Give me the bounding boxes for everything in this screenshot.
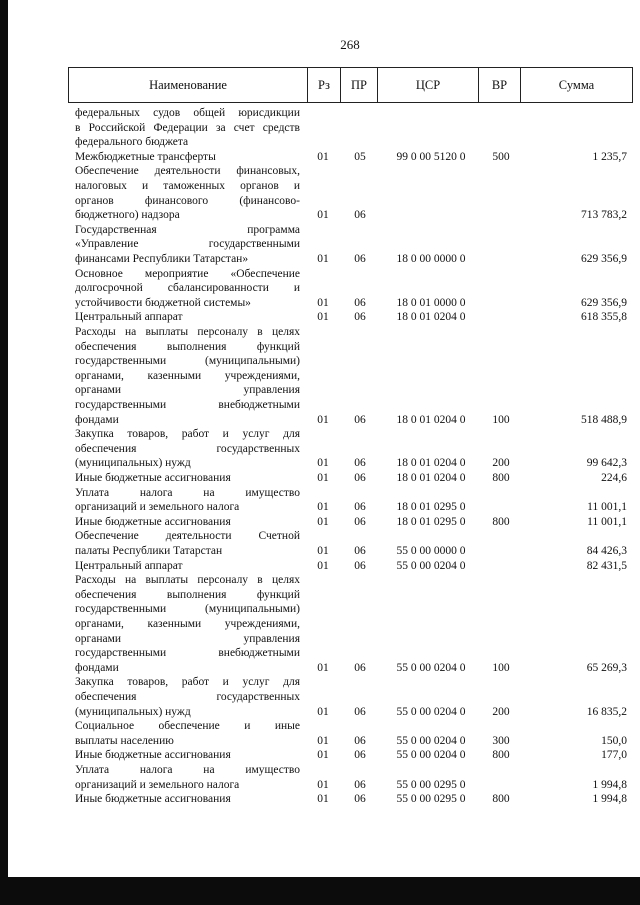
table-row (0, 164, 640, 222)
row-sum: 84 426,3 (586, 544, 627, 557)
row-name-line: органов финансового (финансово- (75, 194, 300, 207)
row-sum: 150,0 (601, 734, 627, 747)
row-rz: 01 (317, 705, 329, 718)
row-name-line: организаций и земельного налога (75, 501, 240, 514)
table-row (0, 675, 640, 719)
table-row (0, 573, 640, 675)
row-vr: 800 (492, 515, 510, 528)
row-csr: 55 0 00 0204 0 (396, 661, 466, 674)
table-row (0, 150, 640, 165)
row-name-line: Иные бюджетные ассигнования (75, 515, 231, 528)
row-pr: 06 (354, 501, 366, 514)
row-name-line: Иные бюджетные ассигнования (75, 749, 231, 762)
row-sum: 629 356,9 (581, 296, 627, 309)
row-name (75, 106, 300, 150)
row-sum: 618 355,8 (581, 311, 627, 324)
row-name-line: палаты Республики Татарстан (75, 544, 223, 557)
row-name-line: «Управление государственными (75, 238, 300, 251)
row-name-line: бюджетного) надзора (75, 209, 180, 222)
row-csr: 99 0 00 5120 0 (396, 150, 466, 163)
row-name-line: выплаты населению (75, 734, 174, 747)
row-name-line: Уплата налога на имущество (75, 486, 300, 499)
row-name-line: Государственная программа (75, 223, 300, 236)
table-row (0, 310, 640, 325)
row-vr: 800 (492, 472, 510, 484)
row-name-line: долгосрочной сбалансированности и (75, 282, 300, 295)
row-pr: 06 (354, 457, 366, 470)
row-name-line: Расходы на выплаты персоналу в целях (75, 574, 300, 587)
row-name-line: Уплата налога на имущество (75, 764, 300, 776)
row-name-line: Основное мероприятие «Обеспечение (75, 267, 300, 280)
row-sum: 713 783,2 (581, 209, 627, 222)
row-name-line: государственными (муниципальными) (75, 355, 300, 368)
row-rz: 01 (317, 501, 329, 514)
row-name-line: Расходы на выплаты персоналу в целях (75, 326, 300, 338)
row-csr: 55 0 00 0204 0 (396, 749, 466, 762)
row-vr: 200 (492, 457, 510, 470)
row-pr: 06 (354, 544, 366, 557)
column-header-vr: ВР (478, 68, 520, 102)
row-pr: 06 (354, 749, 366, 762)
row-sum: 518 488,9 (581, 413, 627, 426)
table-header (68, 67, 633, 103)
row-name-line: фондами (75, 661, 119, 674)
row-pr: 06 (354, 311, 366, 324)
row-pr: 06 (354, 209, 366, 222)
row-name-line: Социальное обеспечение и иные (75, 720, 300, 733)
row-sum: 1 994,8 (592, 778, 627, 791)
row-pr: 06 (354, 793, 366, 806)
table-row (0, 325, 640, 427)
row-pr: 06 (354, 661, 366, 674)
row-name-line: фондами (75, 413, 119, 426)
row-sum: 16 835,2 (586, 705, 627, 718)
row-name-line: Центральный аппарат (75, 559, 183, 572)
table-row (0, 515, 640, 530)
row-name-line: федерального бюджета (75, 136, 189, 149)
row-name (75, 150, 300, 165)
row-rz: 01 (317, 472, 329, 484)
row-rz: 01 (317, 457, 329, 470)
row-sum: 11 001,1 (587, 515, 627, 528)
row-name (75, 748, 300, 763)
row-vr: 300 (492, 734, 510, 747)
column-header-pr: ПР (340, 68, 377, 102)
row-name-line: органами, казенными учреждениями, (75, 617, 300, 630)
row-name-line: государственными внебюджетными (75, 647, 300, 660)
row-name-line: в Российской Федерации за счет средств (75, 121, 300, 134)
row-vr: 800 (492, 749, 510, 762)
row-csr: 18 0 01 0204 0 (396, 311, 466, 324)
row-pr: 06 (354, 559, 366, 572)
row-name (75, 427, 300, 471)
row-csr: 18 0 01 0000 0 (396, 296, 466, 309)
row-csr: 18 0 01 0295 0 (396, 515, 466, 528)
row-pr: 06 (354, 734, 366, 747)
row-name-line: Межбюджетные трансферты (75, 150, 216, 163)
scan-edge-bottom (0, 877, 640, 905)
row-rz: 01 (317, 253, 329, 265)
row-name (75, 792, 300, 807)
row-name-line: Обеспечение деятельности финансовых, (75, 165, 300, 178)
table-row (0, 471, 640, 486)
row-name (75, 559, 300, 574)
row-name-line: Закупка товаров, работ и услуг для (75, 676, 300, 689)
row-name (75, 719, 300, 748)
row-sum: 1 994,8 (592, 793, 627, 806)
row-name (75, 573, 300, 675)
table-row (0, 486, 640, 515)
row-csr: 18 0 01 0204 0 (396, 413, 466, 426)
row-csr: 55 0 00 0295 0 (396, 778, 466, 791)
row-rz: 01 (317, 544, 329, 557)
row-csr: 55 0 00 0204 0 (396, 734, 466, 747)
row-sum: 1 235,7 (592, 150, 627, 163)
row-name-line: органами управления (75, 632, 300, 645)
table-row (0, 106, 640, 150)
row-csr: 18 0 01 0295 0 (396, 501, 466, 514)
row-vr: 800 (492, 793, 510, 806)
row-name-line: органами, казенными учреждениями, (75, 369, 300, 382)
row-rz: 01 (317, 734, 329, 747)
row-name (75, 529, 300, 558)
row-name-line: организаций и земельного налога (75, 778, 240, 791)
row-vr: 100 (492, 661, 510, 674)
row-rz: 01 (317, 515, 329, 528)
row-name (75, 164, 300, 222)
table-row (0, 223, 640, 267)
row-name (75, 325, 300, 427)
row-csr: 18 0 00 0000 0 (396, 253, 466, 265)
row-name (75, 763, 300, 792)
row-name (75, 515, 300, 530)
row-sum: 82 431,5 (586, 559, 627, 572)
row-rz: 01 (317, 311, 329, 324)
row-pr: 06 (354, 778, 366, 791)
row-sum: 11 001,1 (587, 501, 627, 514)
column-header-rz: Рз (307, 68, 340, 102)
row-name-line: государственными внебюджетными (75, 398, 300, 411)
row-vr: 200 (492, 705, 510, 718)
table-row (0, 559, 640, 574)
row-name-line: Иные бюджетные ассигнования (75, 793, 231, 806)
row-csr: 55 0 00 0204 0 (396, 705, 466, 718)
row-name-line: органами управления (75, 384, 300, 397)
row-name (75, 471, 300, 486)
row-name-line: налоговых и таможенных органов и (75, 179, 300, 192)
row-name-line: финансами Республики Татарстан» (75, 252, 249, 265)
row-pr: 05 (354, 150, 366, 163)
row-name (75, 310, 300, 325)
row-rz: 01 (317, 150, 329, 163)
row-pr: 06 (354, 472, 366, 484)
table-row (0, 792, 640, 807)
row-name (75, 675, 300, 719)
row-sum: 224,6 (601, 472, 627, 484)
row-name-line: устойчивости бюджетной системы» (75, 296, 251, 309)
row-vr: 500 (492, 150, 510, 163)
row-rz: 01 (317, 793, 329, 806)
table-row (0, 719, 640, 748)
row-name-line: государственными (муниципальными) (75, 603, 300, 616)
row-csr: 55 0 00 0204 0 (396, 559, 466, 572)
row-csr: 55 0 00 0000 0 (396, 544, 466, 557)
page-number: 268 (340, 37, 360, 52)
row-name-line: Центральный аппарат (75, 311, 183, 324)
row-pr: 06 (354, 413, 366, 426)
row-pr: 06 (354, 515, 366, 528)
row-name-line: обеспечения государственных (75, 442, 300, 455)
row-name-line: обеспечения выполнения функций (75, 340, 300, 353)
row-rz: 01 (317, 749, 329, 762)
row-name-line: Закупка товаров, работ и услуг для (75, 428, 300, 441)
row-rz: 01 (317, 209, 329, 222)
column-header-name: Наименование (149, 77, 227, 92)
row-name (75, 223, 300, 267)
row-rz: 01 (317, 661, 329, 674)
row-csr: 55 0 00 0295 0 (396, 793, 466, 806)
table-row (0, 427, 640, 471)
row-name (75, 267, 300, 311)
table-row (0, 763, 640, 792)
row-name-line: обеспечения государственных (75, 690, 300, 703)
row-name-line: (муниципальных) нужд (75, 457, 191, 470)
row-name-line: Обеспечение деятельности Счетной (75, 530, 300, 543)
row-pr: 06 (354, 705, 366, 718)
row-name-line: обеспечения выполнения функций (75, 588, 300, 601)
row-sum: 629 356,9 (581, 253, 627, 265)
row-csr: 18 0 01 0204 0 (396, 457, 466, 470)
table-row (0, 267, 640, 311)
column-header-csr: ЦСР (377, 68, 478, 102)
row-name (75, 486, 300, 515)
row-name-line: (муниципальных) нужд (75, 705, 191, 718)
row-name-line: Иные бюджетные ассигнования (75, 472, 231, 484)
table-row (0, 748, 640, 763)
column-header-sum: Сумма (520, 68, 632, 102)
row-name-line: федеральных судов общей юрисдикции (75, 107, 300, 119)
row-sum: 177,0 (601, 749, 627, 762)
row-rz: 01 (317, 296, 329, 309)
row-rz: 01 (317, 778, 329, 791)
row-vr: 100 (492, 413, 510, 426)
table-row (0, 529, 640, 558)
row-sum: 99 642,3 (586, 457, 627, 470)
row-rz: 01 (317, 559, 329, 572)
row-csr: 18 0 01 0204 0 (396, 472, 466, 484)
row-pr: 06 (354, 253, 366, 265)
row-sum: 65 269,3 (586, 661, 627, 674)
row-pr: 06 (354, 296, 366, 309)
row-rz: 01 (317, 413, 329, 426)
